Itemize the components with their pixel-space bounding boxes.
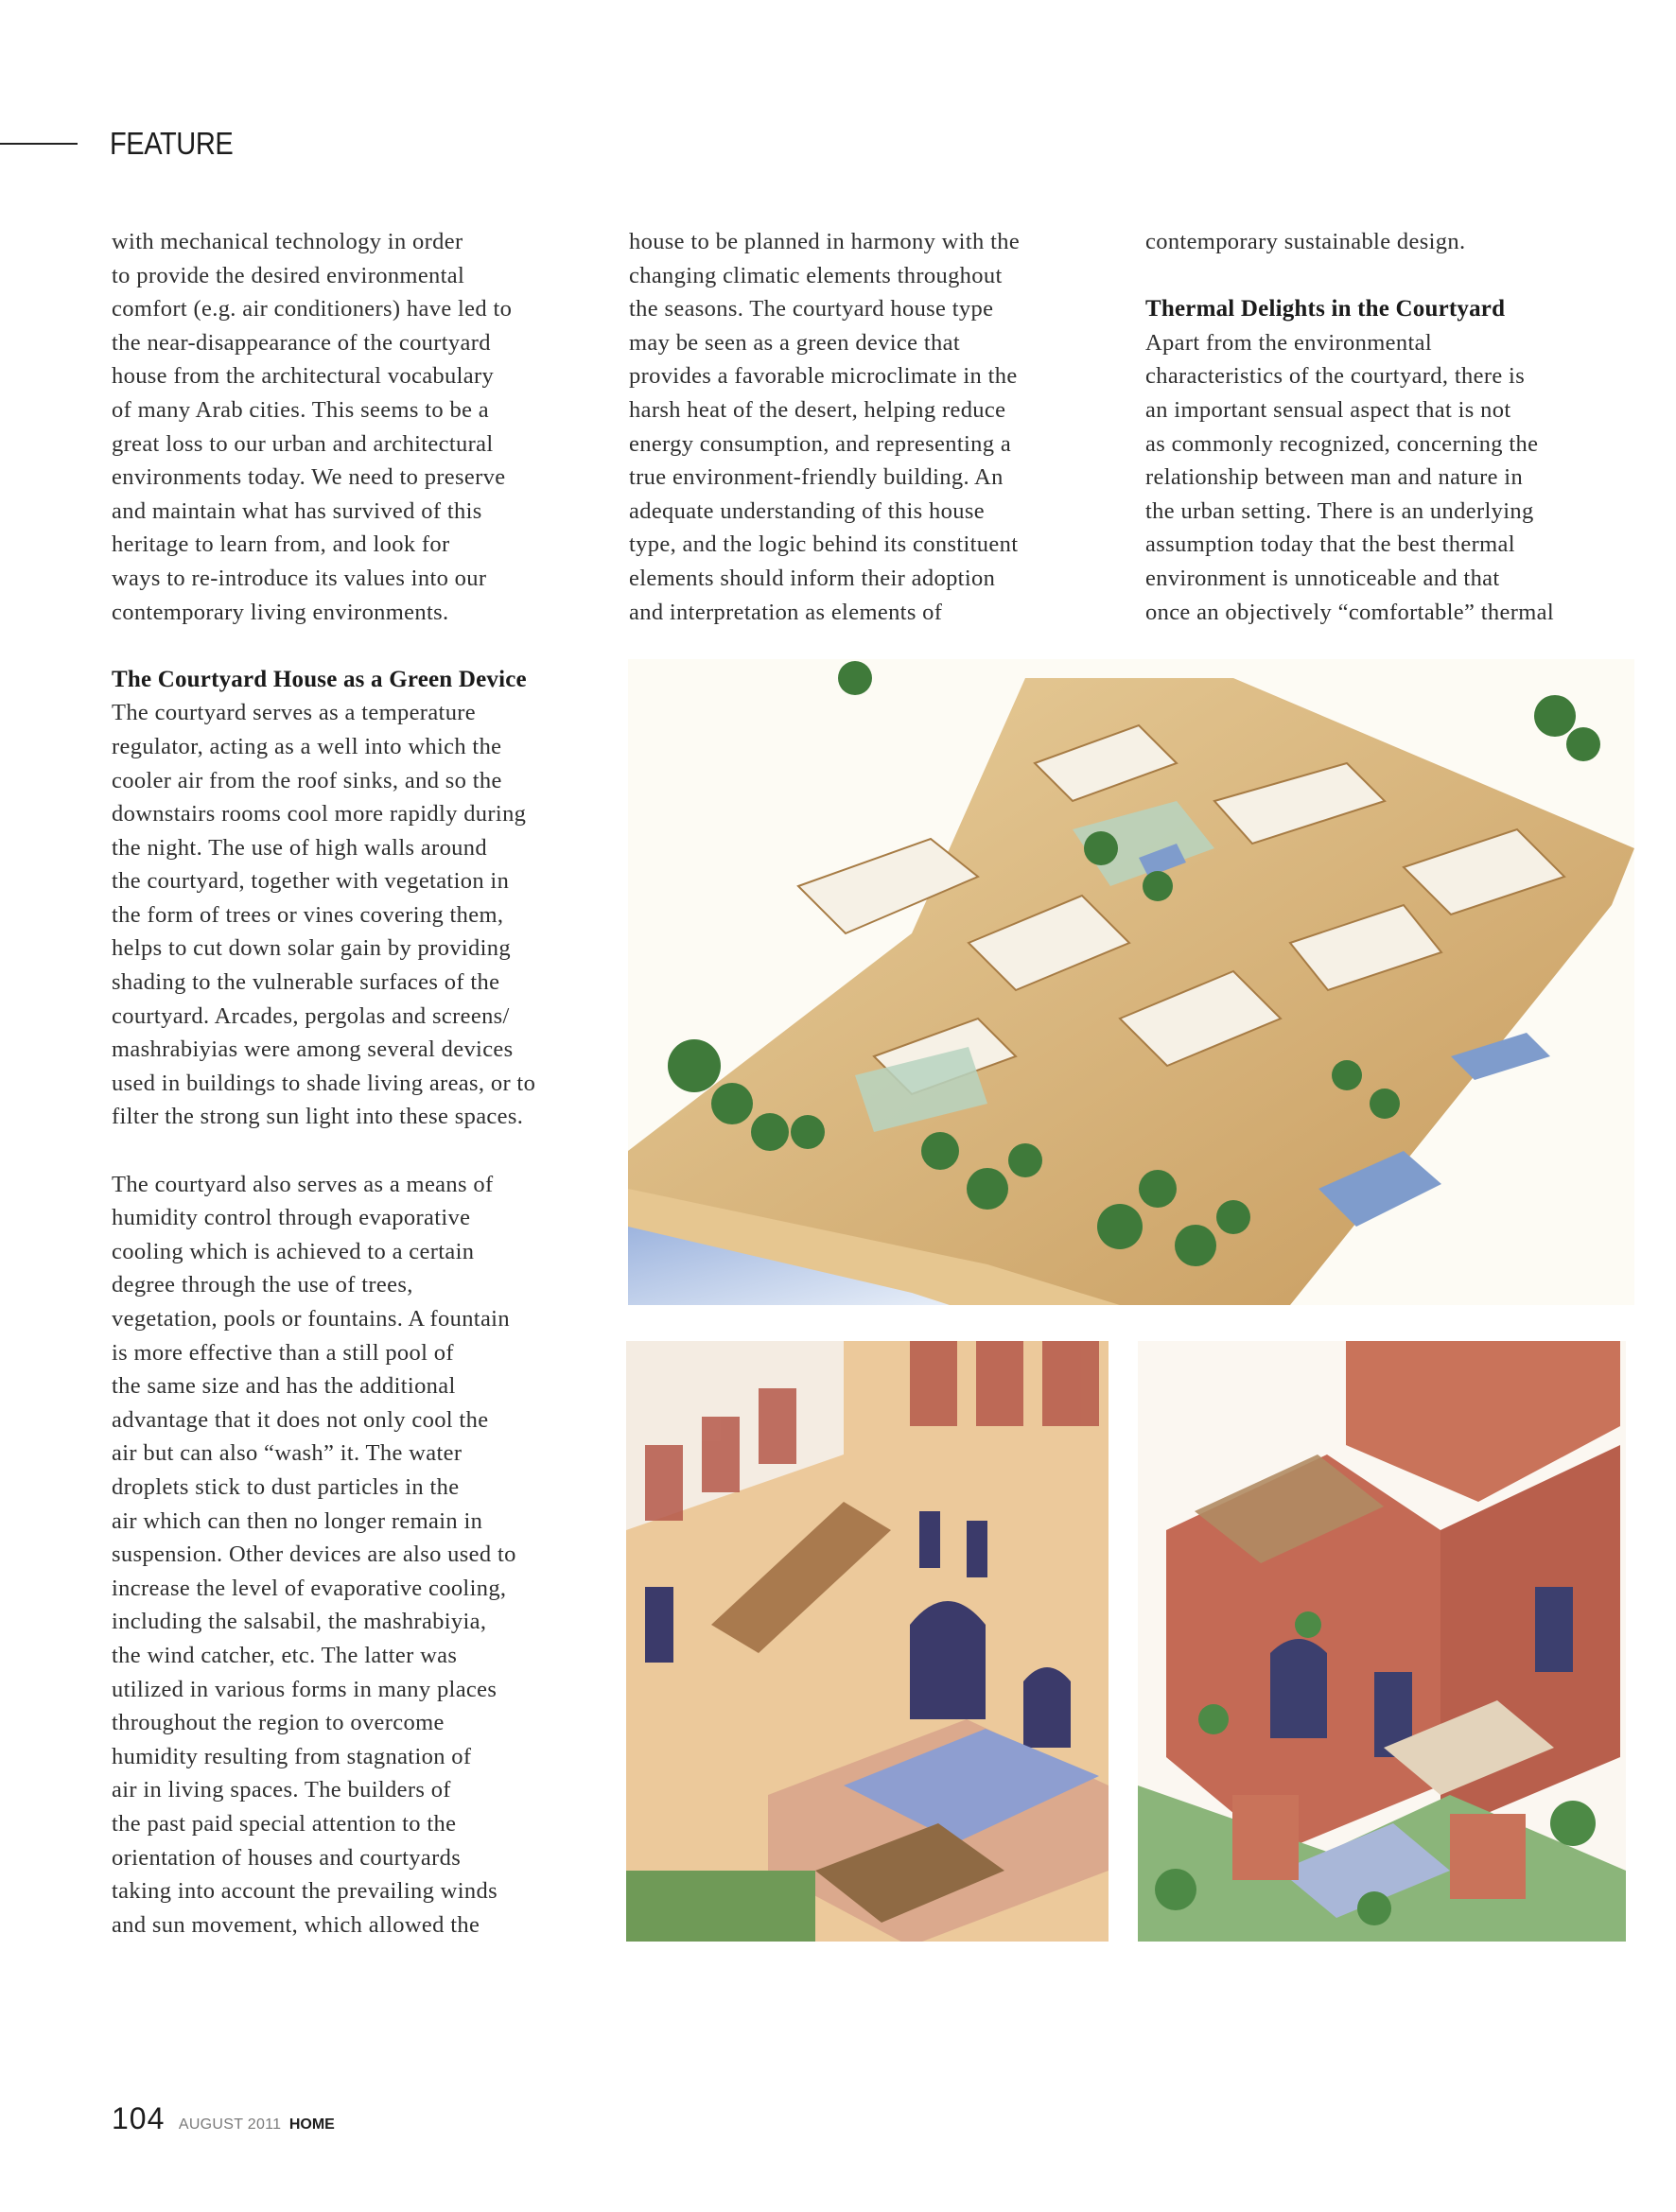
- section-label: FEATURE: [110, 126, 234, 161]
- text-line: type, and the logic behind its constituent: [629, 531, 1019, 558]
- text-line: is more effective than a still pool of: [112, 1339, 454, 1366]
- text-line: to provide the desired environmental: [112, 262, 465, 288]
- text-line: environments today. We need to preserve: [112, 464, 506, 491]
- text-line: the near-disappearance of the courtyard: [112, 329, 491, 356]
- text-line: the urban setting. There is an underlying: [1145, 497, 1534, 524]
- section-heading-green-device: The Courtyard House as a Green Device: [112, 666, 527, 692]
- text-line: and maintain what has survived of this: [112, 497, 482, 524]
- text-line: great loss to our urban and architectural: [112, 430, 494, 457]
- text-line: mashrabiyias were among several devices: [112, 1036, 514, 1063]
- text-line: cooler air from the roof sinks, and so the: [112, 767, 502, 793]
- text-line: The courtyard also serves as a means of: [112, 1171, 494, 1197]
- text-line: changing climatic elements throughout: [629, 262, 1003, 288]
- text-line: of many Arab cities. This seems to be a: [112, 396, 489, 423]
- text-line: vegetation, pools or fountains. A fountain: [112, 1306, 510, 1332]
- text-line: used in buildings to shade living areas, or to: [112, 1070, 536, 1096]
- text-line: harsh heat of the desert, helping reduce: [629, 396, 1006, 423]
- text-line: including the salsabil, the mashrabiyia,: [112, 1609, 487, 1635]
- text-line: filter the strong sun light into these spaces.: [112, 1104, 524, 1130]
- paragraph: [1145, 326, 1647, 629]
- text-line: helps to cut down solar gain by providing: [112, 935, 511, 962]
- text-line: courtyard. Arcades, pergolas and screens/: [112, 1002, 510, 1029]
- text-line: the past paid special attention to the: [112, 1810, 457, 1837]
- text-line: with mechanical technology in order: [112, 229, 463, 254]
- text-line: house from the architectural vocabulary: [112, 363, 495, 390]
- text-line: environment is unnoticeable and that: [1145, 565, 1500, 591]
- text-line: downstairs rooms cool more rapidly during: [112, 801, 527, 827]
- text-line: the same size and has the additional: [112, 1373, 456, 1400]
- issue-date: AUGUST 2011: [178, 2116, 282, 2133]
- paragraph: [112, 225, 603, 629]
- text-line: the seasons. The courtyard house type: [629, 296, 994, 322]
- paragraph: [1145, 225, 1647, 259]
- text-line: assumption today that the best thermal: [1145, 531, 1515, 558]
- paragraph: [112, 696, 603, 1134]
- text-line: may be seen as a green device that: [629, 329, 960, 356]
- text-line: air in living spaces. The builders of: [112, 1777, 451, 1803]
- text-line: contemporary living environments.: [112, 599, 449, 625]
- text-line: shading to the vulnerable surfaces of the: [112, 969, 500, 996]
- article-column-3: [1145, 225, 1647, 629]
- text-line: true environment-friendly building. An: [629, 464, 1004, 491]
- text-line: humidity control through evaporative: [112, 1205, 471, 1231]
- text-line: energy consumption, and representing a: [629, 430, 1012, 457]
- text-line: relationship between man and nature in: [1145, 464, 1524, 491]
- text-line: air which can then no longer remain in: [112, 1507, 483, 1534]
- header-rule: [0, 143, 78, 145]
- text-line: utilized in various forms in many places: [112, 1676, 498, 1702]
- section-heading-thermal-delights: Thermal Delights in the Courtyard: [1145, 296, 1506, 322]
- text-line: provides a favorable microclimate in the: [629, 363, 1018, 390]
- text-line: adequate understanding of this house: [629, 497, 985, 524]
- text-line: increase the level of evaporative cooling,: [112, 1575, 507, 1601]
- text-line: contemporary sustainable design.: [1145, 229, 1466, 254]
- text-line: heritage to learn from, and look for: [112, 531, 450, 558]
- text-line: cooling which is achieved to a certain: [112, 1238, 475, 1264]
- text-line: regulator, acting as a well into which the: [112, 733, 502, 759]
- paragraph: [629, 225, 1130, 629]
- text-line: suspension. Other devices are also used to: [112, 1541, 516, 1568]
- text-line: the wind catcher, etc. The latter was: [112, 1642, 458, 1668]
- text-line: as commonly recognized, concerning the: [1145, 430, 1539, 457]
- illustration-terracotta-house: [1138, 1341, 1626, 1942]
- text-line: humidity resulting from stagnation of: [112, 1743, 472, 1769]
- article-column-2: [629, 225, 1130, 629]
- page-number: 104: [112, 2101, 166, 2135]
- text-line: ways to re-introduce its values into our: [112, 565, 487, 591]
- text-line: the courtyard, together with vegetation in: [112, 868, 510, 895]
- text-line: The courtyard serves as a temperature: [112, 700, 477, 726]
- illustration-aerial-complex: [628, 659, 1634, 1305]
- illustration-courtyard-pool: [626, 1341, 1109, 1942]
- text-line: house to be planned in harmony with the: [629, 229, 1021, 254]
- text-line: once an objectively “comfortable” thermal: [1145, 599, 1555, 625]
- text-line: orientation of houses and courtyards: [112, 1844, 462, 1871]
- text-line: taking into account the prevailing winds: [112, 1878, 498, 1905]
- text-line: an important sensual aspect that is not: [1145, 396, 1511, 423]
- article-column-1: [112, 225, 603, 1942]
- text-line: throughout the region to overcome: [112, 1710, 445, 1736]
- text-line: droplets stick to dust particles in the: [112, 1473, 460, 1500]
- text-line: the form of trees or vines covering them,: [112, 901, 504, 928]
- text-line: degree through the use of trees,: [112, 1272, 413, 1298]
- text-line: and sun movement, which allowed the: [112, 1911, 480, 1938]
- text-line: the night. The use of high walls around: [112, 834, 487, 861]
- page-footer: [112, 2101, 335, 2136]
- text-line: Apart from the environmental: [1145, 329, 1433, 356]
- text-line: characteristics of the courtyard, there is: [1145, 363, 1526, 390]
- text-line: advantage that it does not only cool the: [112, 1406, 489, 1433]
- magazine-name: HOME: [288, 2116, 335, 2133]
- paragraph: [112, 1168, 603, 1942]
- text-line: comfort (e.g. air conditioners) have led to: [112, 296, 513, 322]
- text-line: elements should inform their adoption: [629, 565, 996, 591]
- text-line: air but can also “wash” it. The water: [112, 1440, 463, 1467]
- text-line: and interpretation as elements of: [629, 599, 943, 625]
